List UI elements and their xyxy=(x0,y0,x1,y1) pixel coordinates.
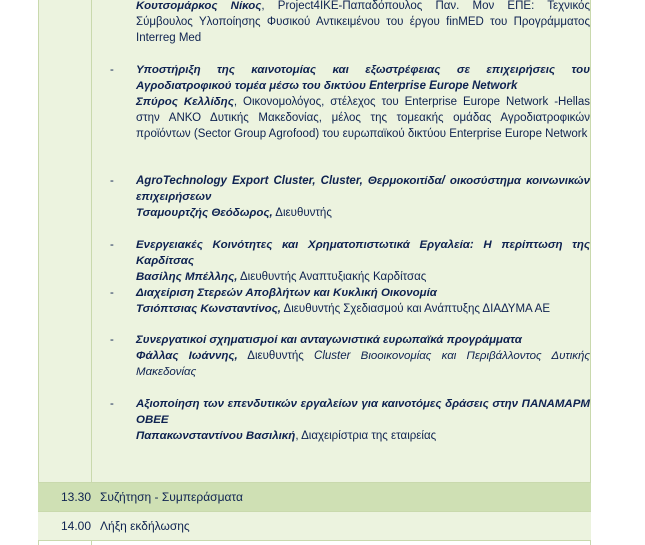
schedule-label: Συζήτηση - Συμπεράσματα xyxy=(100,490,243,504)
row-divider xyxy=(38,540,591,541)
talk-title: Ενεργειακές Κοινότητες και Χρηματοπιστωτικά Εργαλεία: Η περίπτωση της Καρδίτσας xyxy=(136,239,590,267)
agenda-item xyxy=(110,332,590,380)
talk-title: AgroTechnology Export Cluster, Cluster, Θερμοκοιτίδα/ οικοσύστημα κοινωνικών επιχειρήσεων xyxy=(136,175,590,203)
schedule-row xyxy=(38,483,591,511)
talk-title: Υποστήριξη της καινοτομίας και εξωστρέφειας σε επιχειρήσεις του Αγροδιατροφικού τομέα μέσω του δικτύου Enterprise Europe Network xyxy=(136,64,590,92)
speaker-role: , Project4IKE-Παπαδόπουλος Παν. Μον ΕΠΕ: Τεχνικός Σύμβουλος Υλοποίησης Φυσικού Αντικειμένου του έργου finMED του Προγράμματος Interreg Med xyxy=(136,0,590,44)
speaker-role-italic: Cluster Βιοοικονομίας και Περιβάλλοντος Δυτικής Μακεδονίας xyxy=(136,350,590,378)
dash-bullet: - xyxy=(110,239,114,251)
schedule-time: 14.00 xyxy=(60,519,91,533)
talk-title: Διαχείριση Στερεών Αποβλήτων και Κυκλική Οικονομία xyxy=(136,287,437,299)
schedule-time: 13.30 xyxy=(60,490,91,504)
schedule-label: Λήξη εκδήλωσης xyxy=(100,519,190,533)
speaker-name: Παπακωνσταντίνου Βασιλική xyxy=(136,430,296,442)
talk-title: Αξιοποίηση των επενδυτικών εργαλείων για καινοτόμες δράσεις στην ΠΑΝΑΜΑΡΜ ΟΒΕΕ xyxy=(136,398,590,426)
intro-speaker xyxy=(110,0,590,46)
speaker-role: Διευθυντής xyxy=(272,207,332,219)
table-border-left xyxy=(38,0,39,545)
speaker-name: Κουτσομάρκος Νίκος xyxy=(136,0,262,12)
speaker-name: Βασίλης Μπέλλης, xyxy=(136,271,238,283)
speaker-role: Διευθυντής xyxy=(237,350,315,362)
speaker-name: Τσαμουρτζής Θεόδωρος, xyxy=(136,207,273,219)
speaker-name: Τσιόπτσιας Κωνσταντίνος, xyxy=(136,303,281,315)
speaker-role: , Οικονομολόγος, στέλεχος του Enterprise Europe Network -Hellas στην ΑΝΚΟ Δυτικής Μακεδονίας, μέλος της τομεακής ομάδας Αγροδιατροφικών προϊόντων (Sector Group Agrofood) του ευρωπαϊκού δικτύου Enterprise Europe Network xyxy=(136,96,590,140)
dash-bullet: - xyxy=(110,398,114,410)
dash-bullet: - xyxy=(110,64,114,76)
agenda-item xyxy=(110,285,590,317)
agenda-item xyxy=(110,237,590,285)
table-border-right xyxy=(590,0,591,545)
dash-bullet: - xyxy=(110,334,114,346)
agenda-item xyxy=(110,62,590,142)
speaker-name: Φάλλας Ιωάννης, xyxy=(136,350,238,362)
table-border-middle xyxy=(91,0,92,545)
dash-bullet: - xyxy=(110,287,114,299)
schedule-row xyxy=(38,512,591,540)
agenda-item xyxy=(110,173,590,221)
speaker-role: Διευθυντής Αναπτυξιακής Καρδίτσας xyxy=(237,271,427,283)
talk-title: Συνεργατικοί σχηματισμοί και ανταγωνιστικά ευρωπαϊκά προγράμματα xyxy=(136,334,522,346)
dash-bullet: - xyxy=(110,175,114,187)
time-column xyxy=(38,0,91,483)
speaker-role: Διευθυντής Σχεδιασμού και Ανάπτυξης ΔΙΑΔΥΜΑ ΑΕ xyxy=(280,303,550,315)
speaker-role: , Διαχειρίστρια της εταιρείας xyxy=(295,430,437,442)
agenda-item xyxy=(110,396,590,444)
speaker-name: Σπύρος Κελλίδης xyxy=(136,96,234,108)
